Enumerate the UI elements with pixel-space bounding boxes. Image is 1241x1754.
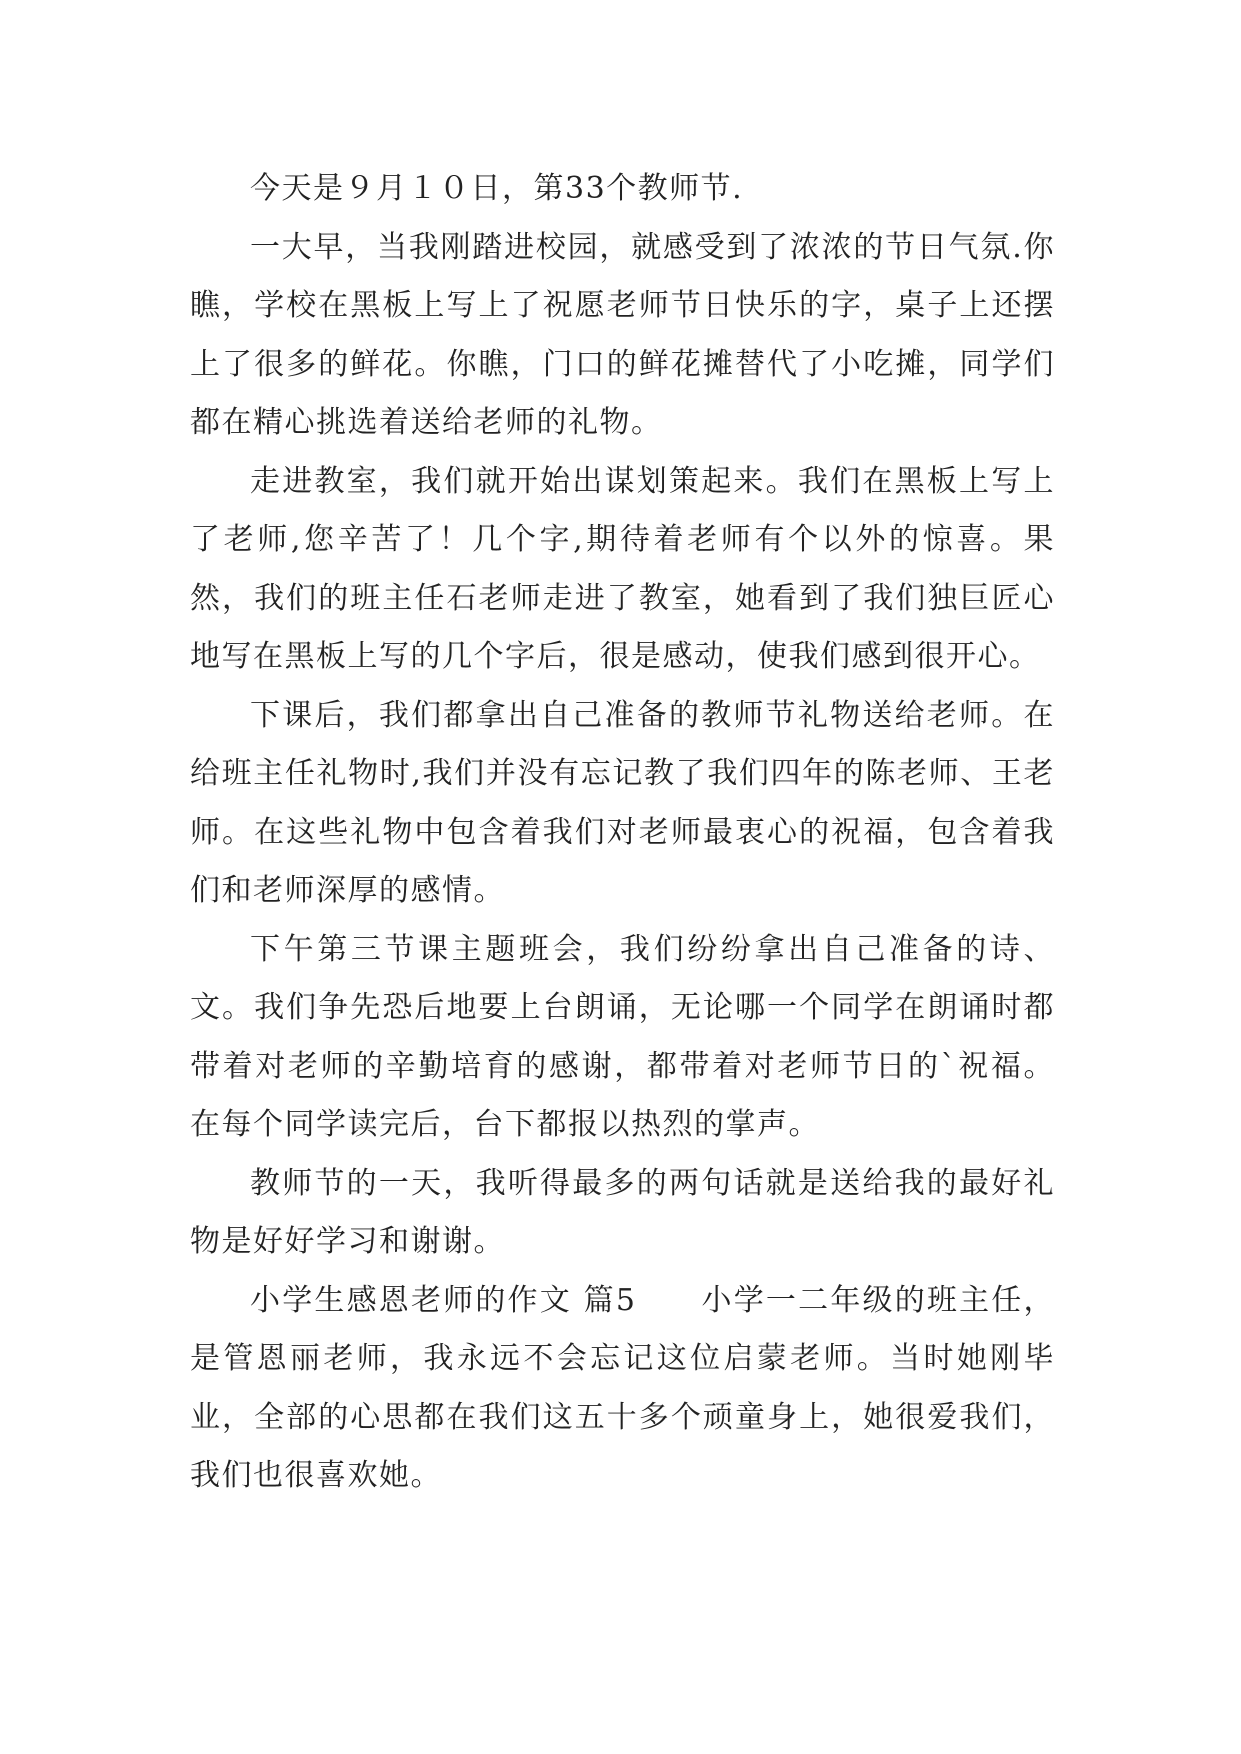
paragraph-best-gift: 教师节的一天，我听得最多的两句话就是送给我的最好礼物是好好学习和谢谢。: [190, 1165, 1055, 1259]
paragraph-classroom-surprise: 走进教室，我们就开始出谋划策起来。我们在黑板上写上了老师,您辛苦了！几个字,期待着老师有个以外的惊喜。果然，我们的班主任石老师走进了教室，她看到了我们独巨匠心地写在黑板上写的几个字后，很是感动，使我们感到很开心。: [190, 463, 1055, 674]
paragraph-teachers-day-date: 今天是９月１０日，第33个教师节.: [250, 171, 744, 206]
paragraph-after-class-gifts: 下课后，我们都拿出自己准备的教师节礼物送给老师。在给班主任礼物时,我们并没有忘记教了我们四年的陈老师、王老师。在这些礼物中包含着我们对老师最衷心的祝福，包含着我们和老师深厚的感情。: [190, 697, 1055, 908]
paragraph-morning-campus: 一大早，当我刚踏进校园，就感受到了浓浓的节日气氛.你瞧，学校在黑板上写上了祝愿老师节日快乐的字，桌子上还摆上了很多的鲜花。你瞧，门口的鲜花摊替代了小吃摊，同学们都在精心挑选着送给老师的礼物。: [190, 229, 1055, 440]
document-body: [190, 160, 1055, 1506]
paragraph-class-meeting: 下午第三节课主题班会，我们纷纷拿出自己准备的诗、文。我们争先恐后地要上台朗诵，无论哪一个同学在朗诵时都带着对老师的辛勤培育的感谢，都带着对老师节日的`祝福。在每个同学读完后，台下都报以热烈的掌声。: [190, 931, 1055, 1142]
paragraph-essay-5: 小学生感恩老师的作文 篇5 小学一二年级的班主任，是管恩丽老师，我永远不会忘记这位启蒙老师。当时她刚毕业，全部的心思都在我们这五十多个顽童身上，她很爱我们，我们也很喜欢她。: [190, 1282, 1055, 1493]
